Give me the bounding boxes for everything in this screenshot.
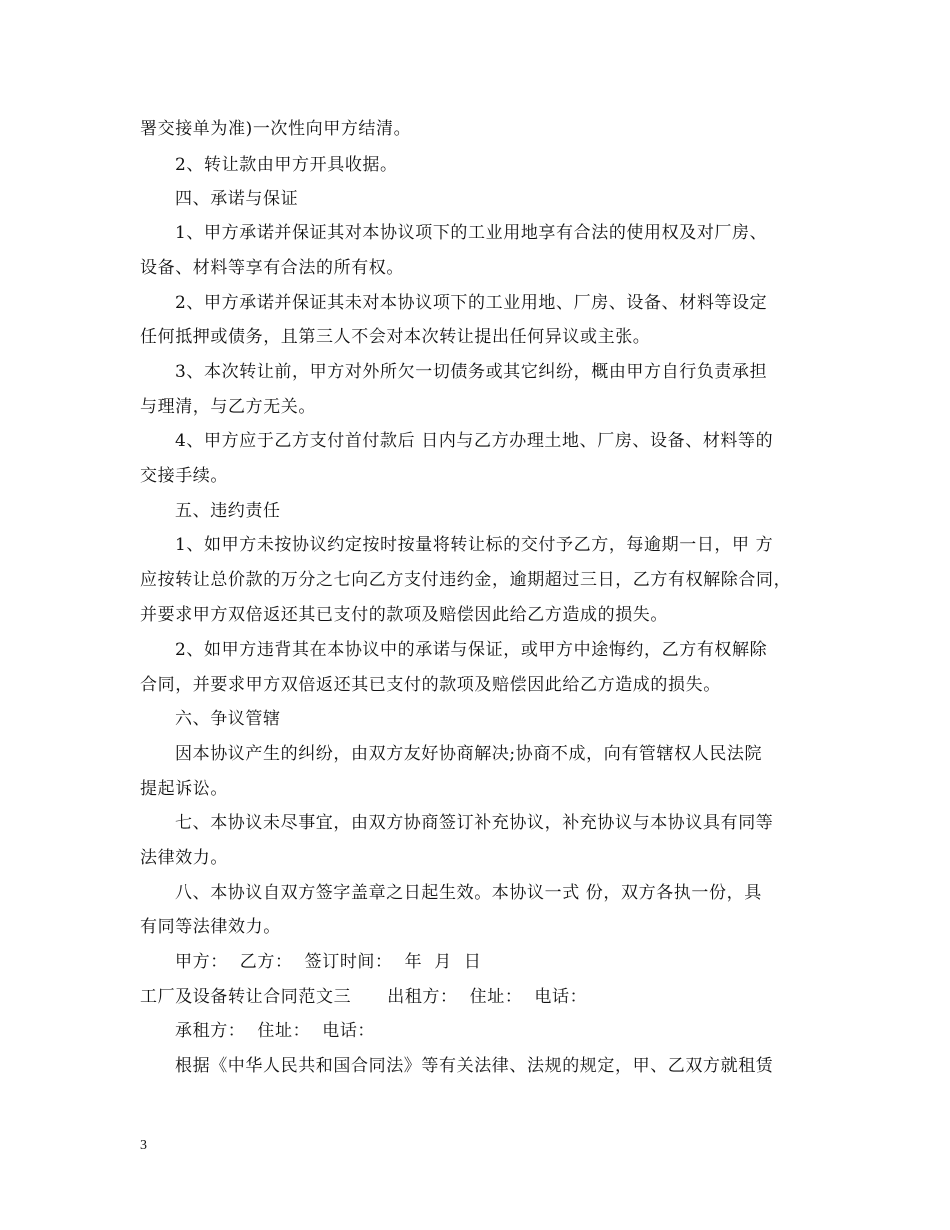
text-line: 并要求甲方双倍返还其已支付的款项及赔偿因此给乙方造成的损失。	[140, 605, 668, 625]
text-line: 2、甲方承诺并保证其未对本协议项下的工业用地、厂房、设备、材料等设定	[175, 293, 768, 313]
text-line: 2、转让款由甲方开具收据。	[175, 155, 398, 175]
text-line: 承租方： 住址： 电话：	[175, 1021, 376, 1041]
text-line: 因本协议产生的纠纷，由双方友好协商解决;协商不成，向有管辖权人民法院	[175, 744, 763, 764]
section-heading: 六、争议管辖	[175, 709, 281, 729]
text-line: 八、本协议自双方签字盖章之日起生效。本协议一式 份，双方各执一份，具	[175, 883, 762, 903]
section-heading: 四、承诺与保证	[175, 189, 299, 209]
text-line: 与理清，与乙方无关。	[140, 397, 316, 417]
text-line: 有同等法律效力。	[140, 917, 281, 937]
section-heading: 五、违约责任	[175, 501, 281, 521]
page-number: 3	[140, 1138, 147, 1153]
text-line: 提起诉讼。	[140, 779, 228, 799]
text-line: 3、本次转让前，甲方对外所欠一切债务或其它纠纷，概由甲方自行负责承担	[175, 362, 768, 382]
text-line: 应按转让总价款的万分之七向乙方支付违约金，逾期超过三日，乙方有权解除合同，	[140, 570, 792, 590]
text-line: 任何抵押或债务，且第三人不会对本次转让提出任何异议或主张。	[140, 327, 651, 347]
text-line: 工厂及设备转让合同范文三 出租方： 住址： 电话：	[140, 987, 588, 1007]
text-line: 1、如甲方未按协议约定按时按量将转让标的交付予乙方，每逾期一日，甲 方	[175, 535, 774, 555]
text-line: 合同，并要求甲方双倍返还其已支付的款项及赔偿因此给乙方造成的损失。	[140, 675, 721, 695]
text-line: 交接手续。	[140, 466, 228, 486]
text-line: 署交接单为准)一次性向甲方结清。	[140, 119, 412, 139]
text-line: 2、如甲方违背其在本协议中的承诺与保证，或甲方中途悔约，乙方有权解除	[175, 640, 768, 660]
text-line: 法律效力。	[140, 848, 228, 868]
signature-line: 甲方： 乙方： 签订时间： 年 月 日	[175, 952, 482, 972]
text-line: 1、甲方承诺并保证其对本协议项下的工业用地享有合法的使用权及对厂房、	[175, 223, 768, 243]
text-line: 设备、材料等享有合法的所有权。	[140, 258, 404, 278]
text-line: 根据《中华人民共和国合同法》等有关法律、法规的规定，甲、乙双方就租赁	[175, 1056, 774, 1076]
text-line: 4、甲方应于乙方支付首付款后 日内与乙方办理土地、厂房、设备、材料等的	[175, 431, 774, 451]
text-line: 七、本协议未尽事宜，由双方协商签订补充协议，补充协议与本协议具有同等	[175, 813, 774, 833]
